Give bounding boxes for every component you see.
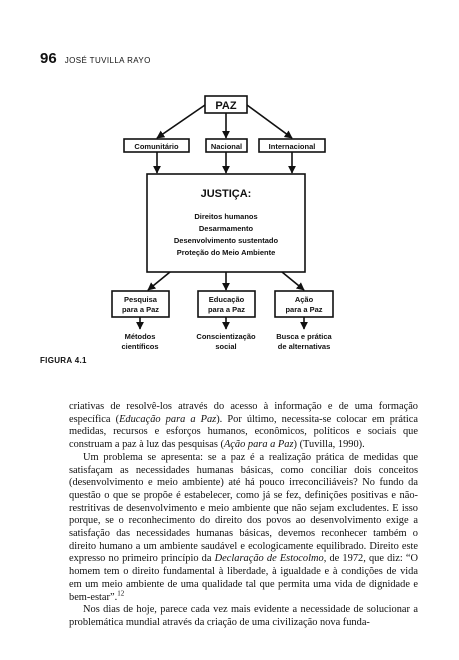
p2-text-2: , de 1972, que diz: “O homem tem o direito fundamental à liberdade, à igualdade e à condições de vida em um meio ambiente de uma qualidade tal que permita uma vida de dignidade e bem-estar”.: [69, 553, 418, 603]
body-text: [69, 401, 418, 630]
educacao-label-1: Educação: [208, 295, 245, 304]
acao-label-2: para a Paz: [285, 305, 323, 314]
p1-italic-acao: Ação para a Paz: [223, 439, 294, 451]
metodos-label-2: científicos: [121, 342, 159, 351]
internacional-label: Internacional: [268, 142, 316, 151]
justica-item-protecao: Proteção do Meio Ambiente: [176, 248, 276, 257]
arrow-paz-internacional: [247, 105, 292, 138]
educacao-label-2: para a Paz: [207, 305, 246, 314]
justica-item-desarmamento: Desarmamento: [198, 224, 254, 233]
conscientizacao-label-2: social: [215, 342, 237, 351]
busca-label-1: Busca e prática: [276, 332, 332, 341]
paz-label: PAZ: [215, 100, 237, 112]
p2-text-1: Um problema se apresenta: se a paz é a realização prática de medidas que satisfaçam as necessidades humanas básicas, como conciliar dois conceitos (desenvolvimento e meio ambiente) até há pouco irreconciliáveis? No fundo da questão o que se propõe é estabelecer, como já se fez, definições positivas e não-restritivas de desenvolvimento e meio ambiente que não sejam excludentes. E isso porque, se o reconhecimento do direito dos povos ao desenvolvimento exige a satisfação das necessidades humanas básicas, devemos reconhecer também o direito humano a um ambiente saudável e ecologicamente equilibrado. Direito este expresso no primeiro princípio da: [69, 451, 418, 565]
figure-caption: FIGURA 4.1: [40, 356, 87, 365]
p3-text-1: Nos dias de hoje, parece cada vez mais evidente a necessidade de solucionar a problemática mundial através da criação de uma civilização nova funda-: [69, 604, 418, 628]
arrow-justica-pesquisa: [148, 272, 170, 290]
paragraph-1: [69, 401, 418, 452]
running-head-author: JOSÉ TUVILLA RAYO: [64, 56, 151, 65]
justica-item-direitos: Direitos humanos: [194, 212, 258, 221]
acao-label-1: Ação: [294, 295, 314, 304]
arrow-paz-comunitario: [157, 105, 205, 138]
justica-item-desenvolvimento: Desenvolvimento sustentado: [173, 236, 279, 245]
p1-text-2: ). Por último, necessita-se colocar em prática medidas, recursos e esforços humanos, econômicos, políticos e sociais que construam a paz à luz das pesquisas (: [69, 413, 418, 451]
pesquisa-label-1: Pesquisa: [124, 295, 157, 304]
p2-italic-declaracao: Declaração de Estocolmo: [214, 553, 324, 565]
metodos-label-1: Métodos: [124, 332, 156, 341]
paragraph-3: [69, 604, 418, 629]
arrow-justica-acao: [282, 272, 304, 290]
nacional-label: Nacional: [210, 142, 243, 151]
p1-text-3: ) (Tuvilla, 1990).: [293, 439, 365, 451]
busca-label-2: de alternativas: [277, 342, 331, 351]
pesquisa-label-2: para a Paz: [121, 305, 160, 314]
paragraph-2: [69, 452, 418, 604]
comunitario-label: Comunitário: [134, 142, 179, 151]
p1-italic-educacao: Educação para a Paz: [119, 413, 217, 425]
footnote-ref: 12: [117, 589, 125, 598]
page-number: 96: [40, 50, 57, 67]
justica-title: JUSTIÇA:: [200, 188, 252, 200]
p1-text-1: criativas de resolvê-los através do acesso à informação e de uma formação específica (: [69, 401, 418, 425]
conscientizacao-label-1: Conscientização: [196, 332, 256, 341]
